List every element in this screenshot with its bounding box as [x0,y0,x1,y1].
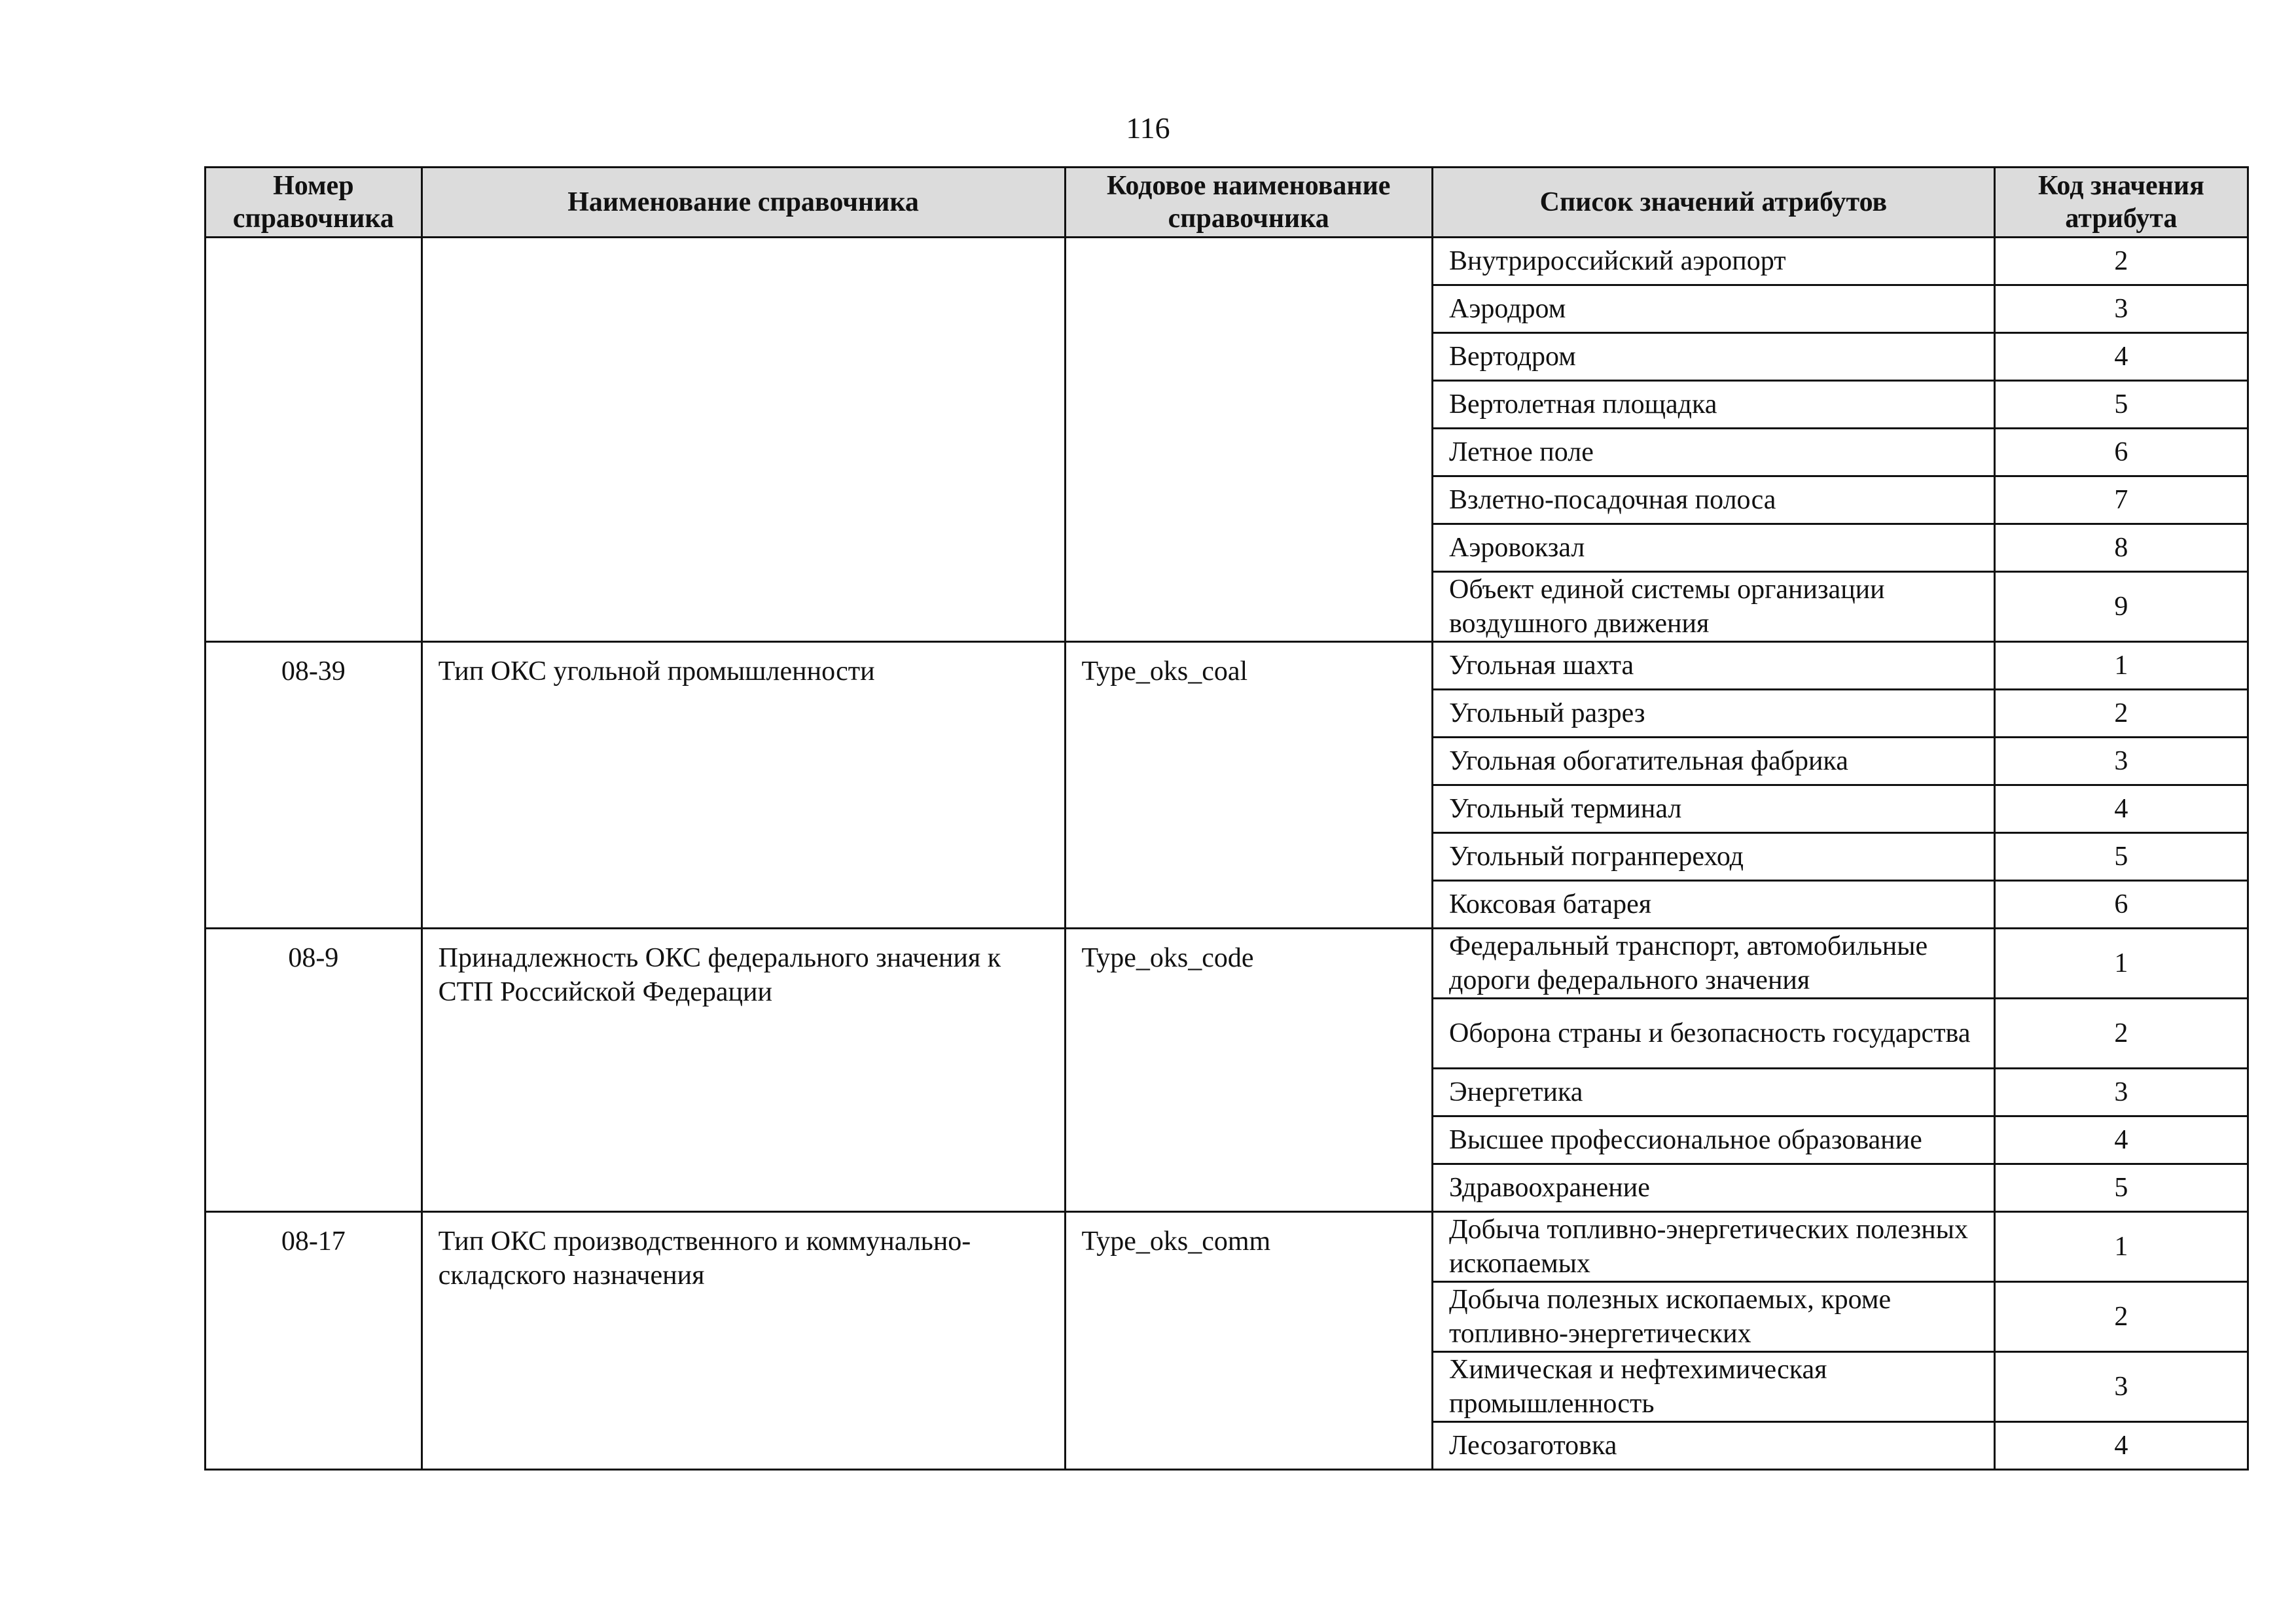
directory-code-name: Type_oks_coal [1065,642,1432,929]
attribute-code: 8 [1994,524,2248,572]
directory-name: Тип ОКС угольной промышленности [422,642,1065,929]
attribute-value: Угольная обогатительная фабрика [1432,738,1994,785]
attribute-value: Угольный терминал [1432,785,1994,833]
attribute-code: 4 [1994,1116,2248,1164]
attribute-value: Вертолетная площадка [1432,381,1994,429]
header-code-name: Кодовое наименование справочника [1065,168,1432,238]
attribute-code: 4 [1994,785,2248,833]
attribute-code: 3 [1994,1069,2248,1116]
attribute-value: Аэровокзал [1432,524,1994,572]
attribute-code: 5 [1994,1164,2248,1212]
attribute-code: 1 [1994,642,2248,690]
table-row [206,1212,2248,1282]
directory-name: Принадлежность ОКС федерального значения к СТП Российской Федерации [422,929,1065,1212]
attribute-value: Угольный разрез [1432,690,1994,738]
directory-name: Тип ОКС производственного и коммунально-складского назначения [422,1212,1065,1470]
attribute-value: Здравоохранение [1432,1164,1994,1212]
attribute-code: 2 [1994,1282,2248,1352]
attribute-value: Высшее профессиональное образование [1432,1116,1994,1164]
attribute-code: 4 [1994,1422,2248,1470]
header-number: Номер справочника [206,168,422,238]
attribute-value: Федеральный транспорт, автомобильные дороги федерального значения [1432,929,1994,999]
attribute-value: Добыча топливно-энергетических полезных ископаемых [1432,1212,1994,1282]
attribute-value: Объект единой системы организации воздушного движения [1432,572,1994,642]
attribute-code: 4 [1994,333,2248,381]
table-header-row [206,168,2248,238]
attribute-code: 5 [1994,833,2248,881]
table-row [206,238,2248,285]
attribute-value: Летное поле [1432,429,1994,476]
attribute-value: Коксовая батарея [1432,881,1994,929]
directory-name [422,238,1065,642]
attribute-value: Химическая и нефтехимическая промышленность [1432,1352,1994,1422]
directory-code-name: Type_oks_comm [1065,1212,1432,1470]
header-value-code: Код значения атрибута [1994,168,2248,238]
attribute-code: 3 [1994,285,2248,333]
attribute-code: 7 [1994,476,2248,524]
attribute-value: Лесозаготовка [1432,1422,1994,1470]
attribute-code: 5 [1994,381,2248,429]
directory-code-name: Type_oks_code [1065,929,1432,1212]
directory-number [206,238,422,642]
attribute-code: 9 [1994,572,2248,642]
directory-number: 08-39 [206,642,422,929]
attribute-value: Угольный погранпереход [1432,833,1994,881]
attribute-code: 6 [1994,881,2248,929]
table-row [206,929,2248,999]
attribute-value: Оборона страны и безопасность государства [1432,999,1994,1069]
attribute-code: 3 [1994,738,2248,785]
directory-number: 08-17 [206,1212,422,1470]
attribute-value: Внутрироссийский аэропорт [1432,238,1994,285]
attribute-value: Угольная шахта [1432,642,1994,690]
attribute-code: 2 [1994,999,2248,1069]
directory-number: 08-9 [206,929,422,1212]
attribute-code: 6 [1994,429,2248,476]
header-values: Список значений атрибутов [1432,168,1994,238]
attribute-code: 2 [1994,690,2248,738]
attribute-value: Взлетно-посадочная полоса [1432,476,1994,524]
attribute-value: Добыча полезных ископаемых, кроме топливно-энергетических [1432,1282,1994,1352]
header-name: Наименование справочника [422,168,1065,238]
attribute-code: 2 [1994,238,2248,285]
table-row [206,642,2248,690]
attribute-code: 1 [1994,1212,2248,1282]
attribute-code: 3 [1994,1352,2248,1422]
attribute-value: Энергетика [1432,1069,1994,1116]
attribute-code: 1 [1994,929,2248,999]
attribute-value: Аэродром [1432,285,1994,333]
page-number: 116 [1126,111,1170,145]
directory-table [204,166,2249,1471]
attribute-value: Вертодром [1432,333,1994,381]
directory-code-name [1065,238,1432,642]
